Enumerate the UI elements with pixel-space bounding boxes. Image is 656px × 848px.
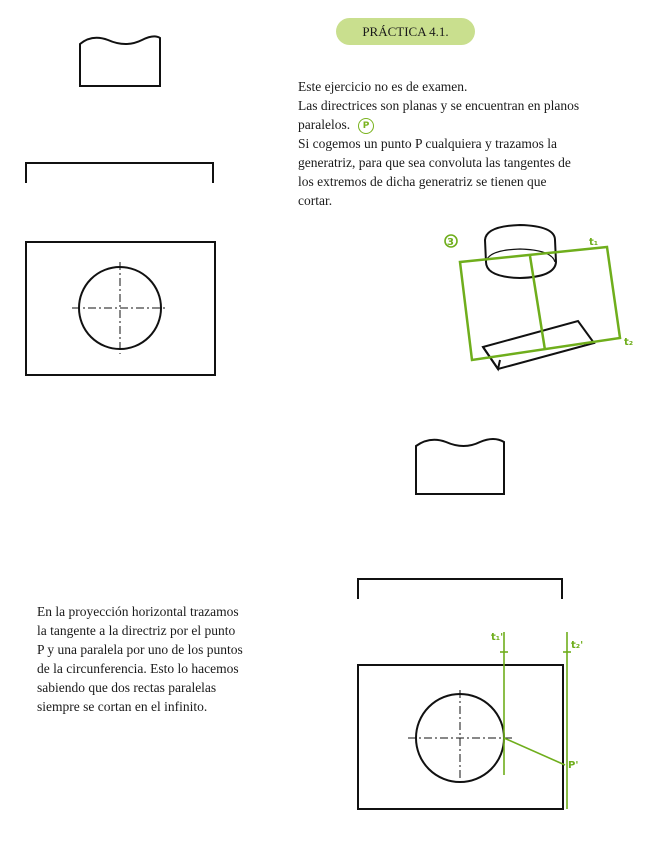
explanation-line: de la circunferencia. Esto lo hacemos: [37, 661, 239, 676]
line-label-2: t₂': [571, 640, 584, 651]
explanation-line: En la proyección horizontal trazamos: [37, 604, 239, 619]
line-label-1: t₁': [491, 632, 504, 643]
top-plane-bracket: [26, 163, 213, 183]
sketch-label-bottom: t₂: [624, 337, 634, 348]
intro-line: Este ejercicio no es de examen.: [298, 79, 468, 94]
bottom-plan-view: [358, 632, 583, 809]
intro-line: Las directrices son planas y se encuentran en planos: [298, 98, 580, 113]
explanation-line: la tangente a la directriz por el punto: [37, 623, 236, 638]
explanation-line: siempre se cortan en el infinito.: [37, 699, 208, 714]
explanation-line: P y una paralela por uno de los puntos: [37, 642, 243, 657]
top-front-view: [80, 36, 160, 86]
top-plan-view: [26, 242, 215, 375]
intro-line: Si cogemos un punto P cualquiera y trazamos la: [298, 136, 557, 151]
intro-line: generatriz, para que sea convoluta las tangentes de: [298, 155, 571, 170]
point-p-marker-icon: P: [358, 118, 374, 134]
sketch-view-mark: 3: [447, 237, 454, 248]
practice-title-badge: PRÁCTICA 4.1.: [336, 18, 475, 45]
bottom-front-view: [416, 439, 504, 494]
intro-line-text: paralelos.: [298, 117, 351, 132]
sketch-label-top: t₁: [589, 237, 599, 248]
intro-line: los extremos de dicha generatriz se tienen que: [298, 174, 547, 189]
bottom-plane-bracket: [358, 579, 562, 599]
convolute-sketch: [445, 225, 633, 369]
explanation-line: sabiendo que dos rectas paralelas: [37, 680, 217, 695]
point-p-label: P': [568, 760, 579, 771]
intro-line: cortar.: [298, 193, 333, 208]
